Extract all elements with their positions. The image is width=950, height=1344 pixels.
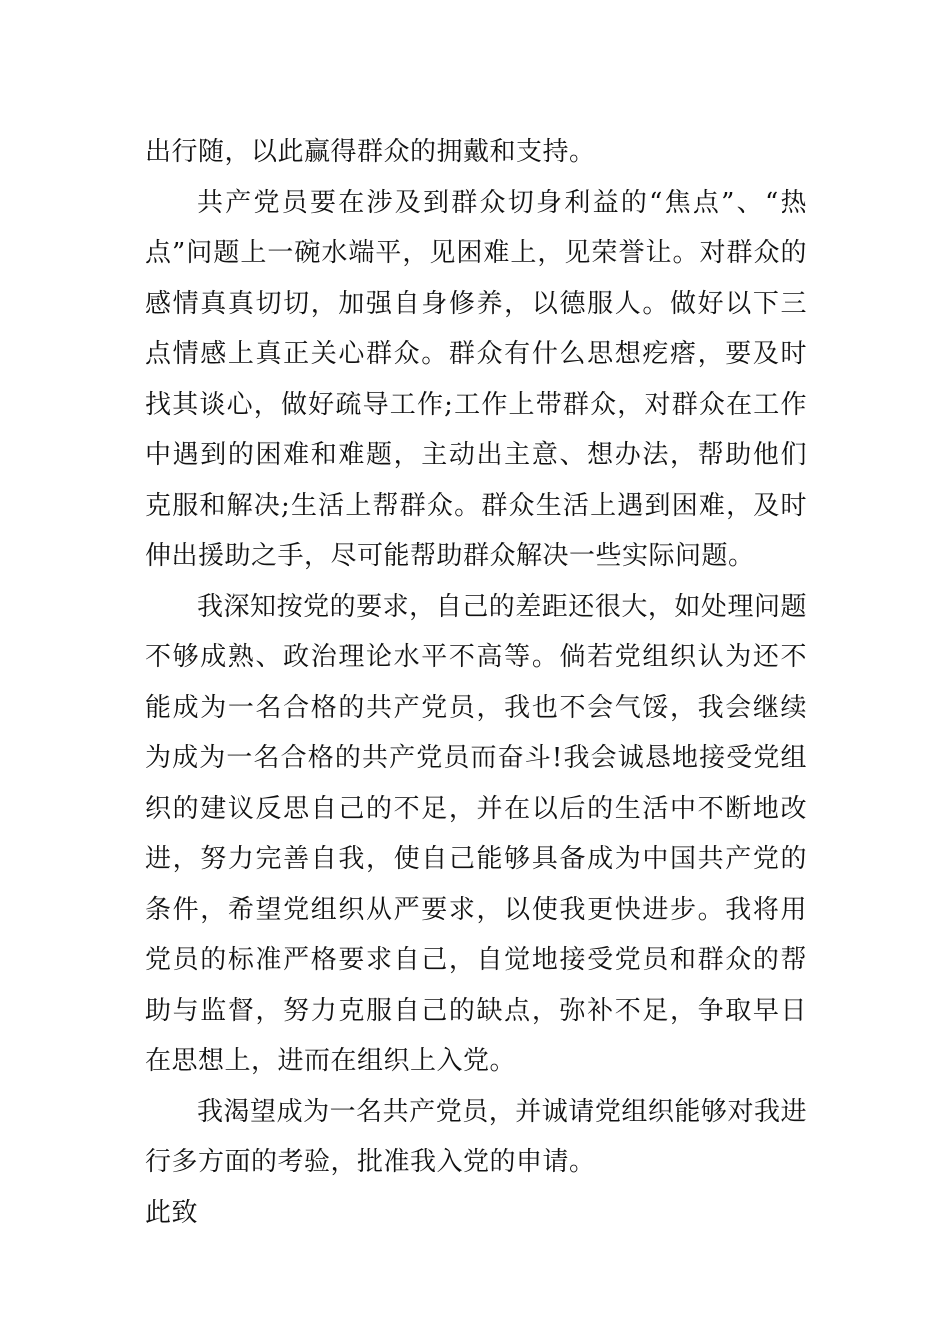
document-body bbox=[145, 127, 807, 1238]
closing-salutation: 此致 bbox=[145, 1197, 199, 1228]
paragraph-1: 出行随，以此赢得群众的拥戴和支持。 bbox=[145, 137, 596, 167]
paragraph-4: 我渴望成为一名共产党员，并诚请党组织能够对我进行多方面的考验，批准我入党的申请。 bbox=[145, 1096, 807, 1177]
paragraph-3: 我深知按党的要求，自己的差距还很大，如处理问题不够成熟、政治理论水平不高等。倘若党组织认为还不能成为一名合格的共产党员，我也不会气馁，我会继续为成为一名合格的共产党员而奋斗!我会诚恳地接受党组织的建议反思自己的不足，并在以后的生活中不断地改进，努力完善自我，使自己能够具备成为中国共产党的条件，希望党组织从严要求，以使我更快进步。我将用党员的标准严格要求自己，自觉地接受党员和群众的帮助与监督，努力克服自己的缺点，弥补不足，争取早日在思想上，进而在组织上入党。 bbox=[145, 591, 807, 1076]
paragraph-2: 共产党员要在涉及到群众切身利益的“焦点”、“热点”问题上一碗水端平，见困难上，见荣誉让。对群众的感情真真切切，加强自身修养，以德服人。做好以下三点情感上真正关心群众。群众有什么思想疙瘩，要及时找其谈心，做好疏导工作;工作上带群众，对群众在工作中遇到的困难和难题，主动出主意、想办法，帮助他们克服和解决;生活上帮群众。群众生活上遇到困难，及时伸出援助之手，尽可能帮助群众解决一些实际问题。 bbox=[145, 187, 807, 571]
